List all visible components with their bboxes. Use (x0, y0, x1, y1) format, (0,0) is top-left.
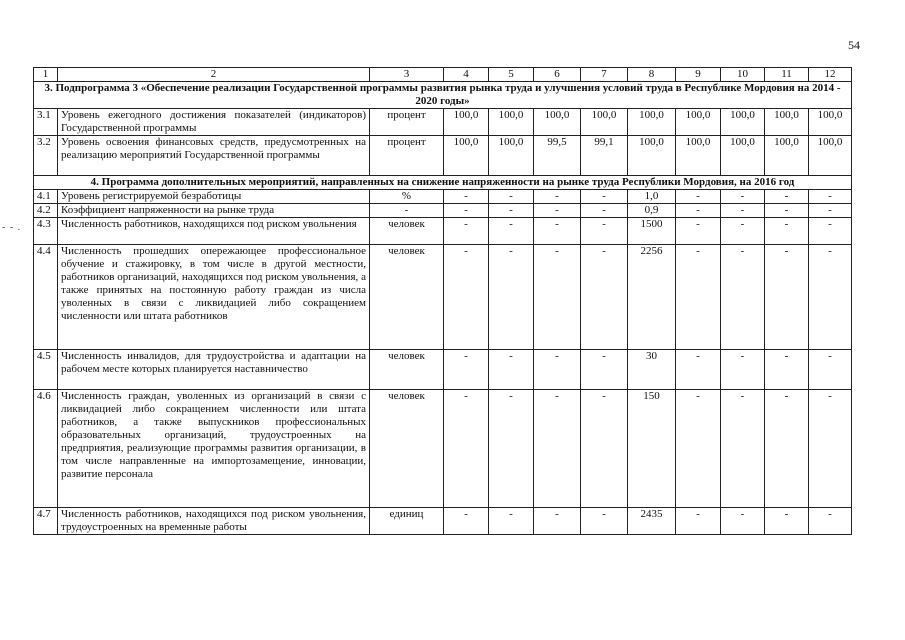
indicators-table (33, 67, 852, 535)
value-cell: 100,0 (489, 136, 534, 176)
value-cell: - (489, 190, 534, 204)
row-number: 4.6 (34, 390, 58, 508)
value-cell: - (489, 218, 534, 245)
column-number-cell: 10 (721, 68, 765, 82)
value-cell: - (721, 245, 765, 350)
value-cell: 100,0 (765, 109, 809, 136)
value-cell: - (444, 350, 489, 390)
column-number-cell: 4 (444, 68, 489, 82)
value-cell: - (489, 390, 534, 508)
value-cell: - (581, 204, 628, 218)
value-cell: - (534, 218, 581, 245)
unit-cell: - (370, 204, 444, 218)
value-cell: - (581, 245, 628, 350)
value-cell: - (444, 218, 489, 245)
value-cell: 100,0 (628, 136, 676, 176)
value-cell: 100,0 (721, 136, 765, 176)
value-cell: - (765, 390, 809, 508)
value-cell: - (809, 508, 852, 535)
indicator-name: Уровень освоения финансовых средств, предусмотренных на реализацию мероприятий Государственной программы (58, 136, 370, 176)
table-row (34, 190, 852, 204)
unit-cell: процент (370, 109, 444, 136)
value-cell: - (676, 350, 721, 390)
value-cell: - (534, 204, 581, 218)
section-title: 3. Подпрограмма 3 «Обеспечение реализации Государственной программы развития рынка труда и улучшения условий труда в Республике Мордовия на 2014 - 2020 годы» (34, 82, 852, 109)
column-number-cell: 6 (534, 68, 581, 82)
unit-cell: человек (370, 245, 444, 350)
section-title-row (34, 176, 852, 190)
value-cell: 1500 (628, 218, 676, 245)
value-cell: - (721, 190, 765, 204)
indicator-name: Коэффициент напряженности на рынке труда (58, 204, 370, 218)
value-cell: 100,0 (809, 136, 852, 176)
value-cell: 1,0 (628, 190, 676, 204)
value-cell: 100,0 (809, 109, 852, 136)
unit-cell: человек (370, 218, 444, 245)
row-number: 4.1 (34, 190, 58, 204)
row-number: 4.5 (34, 350, 58, 390)
value-cell: - (676, 508, 721, 535)
row-number: 4.2 (34, 204, 58, 218)
value-cell: 2256 (628, 245, 676, 350)
unit-cell: единиц (370, 508, 444, 535)
unit-cell: % (370, 190, 444, 204)
column-number-cell: 8 (628, 68, 676, 82)
value-cell: - (765, 190, 809, 204)
value-cell: - (444, 245, 489, 350)
table-row (34, 109, 852, 136)
value-cell: - (809, 245, 852, 350)
value-cell: - (581, 508, 628, 535)
indicator-name: Уровень ежегодного достижения показателей (индикаторов) Государственной программы (58, 109, 370, 136)
value-cell: - (581, 218, 628, 245)
indicator-name: Численность инвалидов, для трудоустройства и адаптации на рабочем месте которых планируется наставничество (58, 350, 370, 390)
column-number-cell: 5 (489, 68, 534, 82)
value-cell: 100,0 (534, 109, 581, 136)
value-cell: - (809, 390, 852, 508)
unit-cell: человек (370, 350, 444, 390)
value-cell: - (489, 204, 534, 218)
section-title: 4. Программа дополнительных мероприятий, направленных на снижение напряженности на рынке труда Республики Мордовия, на 2016 год (34, 176, 852, 190)
table-row (34, 390, 852, 508)
value-cell: - (676, 204, 721, 218)
row-number: 4.3 (34, 218, 58, 245)
value-cell: 100,0 (489, 109, 534, 136)
value-cell: - (581, 390, 628, 508)
value-cell: - (721, 508, 765, 535)
value-cell: - (676, 218, 721, 245)
value-cell: - (534, 508, 581, 535)
column-number-cell: 3 (370, 68, 444, 82)
value-cell: - (489, 245, 534, 350)
value-cell: - (444, 390, 489, 508)
value-cell: 99,1 (581, 136, 628, 176)
value-cell: 150 (628, 390, 676, 508)
table-row (34, 204, 852, 218)
table-row (34, 350, 852, 390)
value-cell: - (581, 190, 628, 204)
value-cell: - (765, 245, 809, 350)
table-row (34, 508, 852, 535)
value-cell: - (534, 390, 581, 508)
value-cell: 100,0 (444, 136, 489, 176)
value-cell: - (676, 245, 721, 350)
indicator-name: Численность прошедших опережающее профессиональное обучение и стажировку, в том числе в другой местности, работников организаций, находящихся под риском увольнения, а также принятых на постоянную работу граждан из числа уволенных в связи с ликвидацией либо сокращением численности или штата работников (58, 245, 370, 350)
value-cell: - (534, 190, 581, 204)
column-number-cell: 7 (581, 68, 628, 82)
value-cell: 30 (628, 350, 676, 390)
unit-cell: процент (370, 136, 444, 176)
value-cell: - (765, 350, 809, 390)
value-cell: - (765, 218, 809, 245)
row-number: 4.4 (34, 245, 58, 350)
value-cell: - (809, 218, 852, 245)
scan-artifact: - - . (2, 222, 22, 233)
value-cell: - (809, 204, 852, 218)
column-number-cell: 11 (765, 68, 809, 82)
value-cell: 100,0 (444, 109, 489, 136)
column-number-cell: 1 (34, 68, 58, 82)
value-cell: - (765, 508, 809, 535)
value-cell: - (765, 204, 809, 218)
value-cell: 2435 (628, 508, 676, 535)
value-cell: 99,5 (534, 136, 581, 176)
value-cell: - (444, 190, 489, 204)
value-cell: 100,0 (721, 109, 765, 136)
value-cell: - (676, 190, 721, 204)
value-cell: - (721, 350, 765, 390)
value-cell: - (489, 350, 534, 390)
indicator-name: Уровень регистрируемой безработицы (58, 190, 370, 204)
value-cell: - (489, 508, 534, 535)
page-number: 54 (848, 38, 860, 52)
value-cell: - (444, 508, 489, 535)
column-number-cell: 9 (676, 68, 721, 82)
column-number-cell: 12 (809, 68, 852, 82)
value-cell: 100,0 (628, 109, 676, 136)
value-cell: 100,0 (676, 136, 721, 176)
table-row (34, 218, 852, 245)
row-number: 4.7 (34, 508, 58, 535)
row-number: 3.1 (34, 109, 58, 136)
value-cell: 0,9 (628, 204, 676, 218)
section-title-row (34, 82, 852, 109)
table-row (34, 136, 852, 176)
column-number-row (34, 68, 852, 82)
value-cell: - (534, 350, 581, 390)
value-cell: - (444, 204, 489, 218)
value-cell: - (676, 390, 721, 508)
value-cell: 100,0 (765, 136, 809, 176)
value-cell: 100,0 (676, 109, 721, 136)
value-cell: - (721, 218, 765, 245)
value-cell: - (721, 390, 765, 508)
indicator-name: Численность работников, находящихся под риском увольнения, трудоустроенных на временные работы (58, 508, 370, 535)
value-cell: - (581, 350, 628, 390)
column-number-cell: 2 (58, 68, 370, 82)
value-cell: - (721, 204, 765, 218)
row-number: 3.2 (34, 136, 58, 176)
value-cell: - (534, 245, 581, 350)
indicator-name: Численность граждан, уволенных из организаций в связи с ликвидацией либо сокращением численности или штата работников, а также выпускников профессиональных образовательных организаций, трудоустроенных на предприятия, реализующие программы развития организации, в том числе направленные на импортозамещение, инновации, развитие персонала (58, 390, 370, 508)
unit-cell: человек (370, 390, 444, 508)
indicator-name: Численность работников, находящихся под риском увольнения (58, 218, 370, 245)
value-cell: - (809, 350, 852, 390)
table-row (34, 245, 852, 350)
value-cell: - (809, 190, 852, 204)
value-cell: 100,0 (581, 109, 628, 136)
